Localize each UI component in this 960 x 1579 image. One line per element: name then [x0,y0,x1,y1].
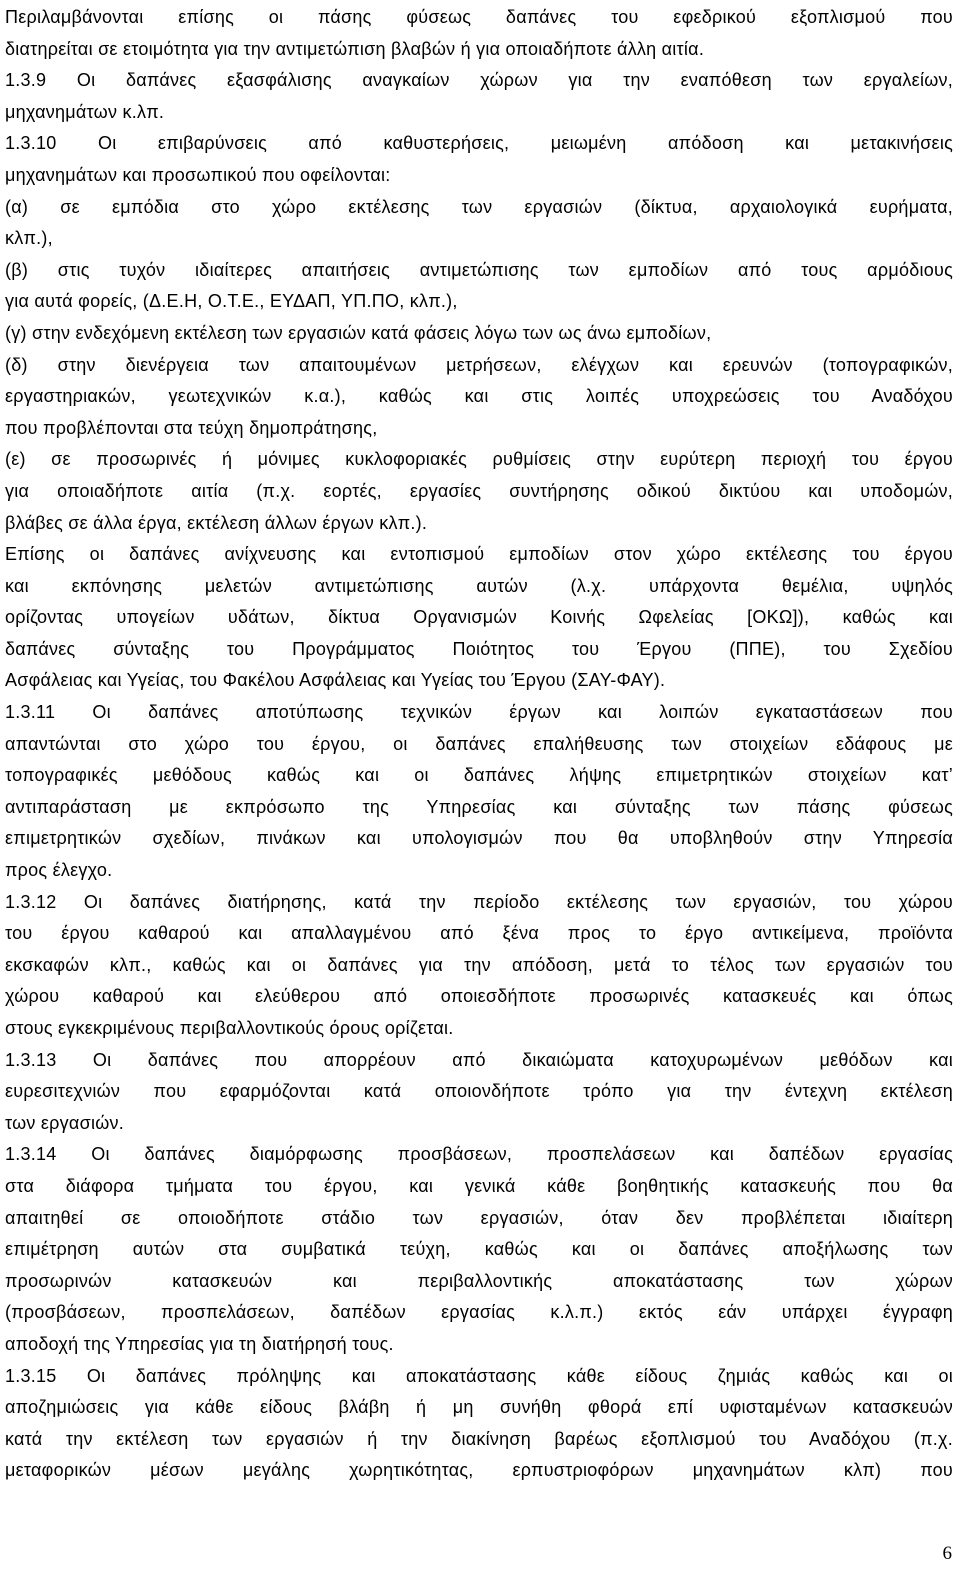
text-line: βλάβες σε άλλα έργα, εκτέλεση άλλων έργων κλπ.). [5,512,428,533]
paragraph [5,1045,953,1140]
paragraph [5,1361,953,1487]
text-line: μεταφορικών μέσων μεγάλης χωρητικότητας, ερπυστριοφόρων μηχανημάτων κλπ) που [5,1460,953,1481]
text-line: 1.3.14 Οι δαπάνες διαμόρφωσης προσβάσεων, προσπελάσεων και δαπέδων εργασίας [5,1144,953,1165]
text-line: και εκπόνησης μελετών αντιμετώπισης αυτών (λ.χ. υπάρχοντα θεμέλια, υψηλός [5,575,953,596]
text-line: τοπογραφικές μεθόδους καθώς και οι δαπάνες λήψης επιμετρητικών στοιχείων κατ’ [5,765,953,786]
text-line: των εργασιών. [5,1112,124,1133]
text-line: ευρεσιτεχνιών που εφαρμόζονται κατά οποιονδήποτε τρόπο για την έντεχνη εκτέλεση [5,1081,953,1102]
text-line: (β) στις τυχόν ιδιαίτερες απαιτήσεις αντιμετώπισης των εμποδίων από τους αρμόδιους [5,259,953,280]
paragraph [5,539,953,697]
text-line: που προβλέπονται στα τεύχη δημοπράτησης, [5,417,378,438]
text-line: μηχανημάτων και προσωπικού που οφείλονται: [5,164,391,185]
text-line: 1.3.9 Οι δαπάνες εξασφάλισης αναγκαίων χώρων για την εναπόθεση των εργαλείων, [5,70,953,91]
text-line: χώρου καθαρού και ελεύθερου από οποιεσδήποτε προσωρινές κατασκευές και όπως [5,986,953,1007]
text-line: επιμέτρηση αυτών στα συμβατικά τεύχη, καθώς και οι δαπάνες αποξήλωσης των [5,1239,953,1260]
text-line: 1.3.15 Οι δαπάνες πρόληψης και αποκατάστασης κάθε είδους ζημιάς καθώς και οι [5,1365,953,1386]
paragraph [5,350,953,445]
text-line: δαπάνες σύνταξης του Προγράμματος Ποιότητος του Έργου (ΠΠΕ), του Σχεδίου [5,638,953,659]
paragraph [5,887,953,1045]
text-line: (δ) στην διενέργεια των απαιτουμένων μετρήσεων, ελέγχων και ερευνών (τοπογραφικών, [5,354,953,375]
text-line: κατά την εκτέλεση των εργασιών ή την διακίνηση βαρέως εξοπλισμού του Αναδόχου (π.χ. [5,1428,953,1449]
text-line: ορίζοντας υπογείων υδάτων, δίκτυα Οργανισμών Κοινής Ωφελείας [ΟΚΩ]), καθώς και [5,607,953,628]
text-line: διατηρείται σε ετοιμότητα για την αντιμετώπιση βλαβών ή για οποιαδήποτε άλλη αιτία. [5,38,705,59]
text-line: για οποιαδήποτε αιτία (π.χ. εορτές, εργασίες συντήρησης οδικού δικτύου και υποδομών, [5,480,953,501]
paragraph [5,2,953,65]
text-line: (γ) στην ενδεχόμενη εκτέλεση των εργασιών κατά φάσεις λόγω των ως άνω εμποδίων, [5,322,712,343]
text-line: (ε) σε προσωρινές ή μόνιμες κυκλοφοριακές ρυθμίσεις στην ευρύτερη περιοχή του έργου [5,449,953,470]
text-line: αντιπαράσταση με εκπρόσωπο της Υπηρεσίας και σύνταξης των πάσης φύσεως [5,796,953,817]
text-line: προσωρινών κατασκευών και περιβαλλοντικής αποκατάστασης των χώρων [5,1270,953,1291]
text-line: Ασφάλειας και Υγείας, του Φακέλου Ασφάλειας και Υγείας του Έργου (ΣΑΥ-ΦΑΥ). [5,670,666,691]
paragraph [5,444,953,539]
text-line: προς έλεγχο. [5,860,113,881]
text-line: 1.3.11 Οι δαπάνες αποτύπωσης τεχνικών έργων και λοιπών εγκαταστάσεων που [5,702,953,723]
paragraph [5,128,953,191]
text-line: αποδοχή της Υπηρεσίας για τη διατήρησή τους. [5,1333,394,1354]
paragraph [5,697,953,887]
text-line: στα διάφορα τμήματα του έργου, και γενικά κάθε βοηθητικής κατασκευής που θα [5,1175,953,1196]
text-line: Επίσης οι δαπάνες ανίχνευσης και εντοπισμού εμποδίων στον χώρο εκτέλεσης του έργου [5,544,953,565]
text-line: εκσκαφών κλπ., καθώς και οι δαπάνες για την απόδοση, μετά το τέλος των εργασιών του [5,954,953,975]
text-line: αποζημιώσεις για κάθε είδους βλάβη ή μη συνήθη φθορά επί υφισταμένων κατασκευών [5,1397,953,1418]
text-line: 1.3.10 Οι επιβαρύνσεις από καθυστερήσεις, μειωμένη απόδοση και μετακινήσεις [5,133,953,154]
text-line: του έργου καθαρού και απαλλαγμένου από ξένα προς το έργο αντικείμενα, προϊόντα [5,923,953,944]
paragraph [5,1139,953,1360]
paragraph [5,65,953,128]
text-line: εργαστηριακών, γεωτεχνικών κ.α.), καθώς και στις λοιπές υποχρεώσεις του Αναδόχου [5,386,953,407]
text-line: μηχανημάτων κ.λπ. [5,101,165,122]
text-line: απαντώνται στο χώρο του έργου, οι δαπάνες επαλήθευσης των στοιχείων εδάφους με [5,733,953,754]
paragraph [5,255,953,318]
text-line: επιμετρητικών σχεδίων, πινάκων και υπολογισμών που θα υποβληθούν στην Υπηρεσία [5,828,953,849]
text-line: (προσβάσεων, προσπελάσεων, δαπέδων εργασίας κ.λ.π.) εκτός εάν υπάρχει έγγραφη [5,1302,953,1323]
text-line: (α) σε εμπόδια στο χώρο εκτέλεσης των εργασιών (δίκτυα, αρχαιολογικά ευρήματα, [5,196,953,217]
text-line: 1.3.13 Οι δαπάνες που απορρέουν από δικαιώματα κατοχυρωμένων μεθόδων και [5,1049,953,1070]
text-line: κλπ.), [5,228,53,249]
text-line: 1.3.12 Οι δαπάνες διατήρησης, κατά την περίοδο εκτέλεσης των εργασιών, του χώρου [5,891,953,912]
document-page [5,0,953,1487]
page-number: 6 [942,1543,952,1564]
paragraph [5,192,953,255]
text-line: απαιτηθεί σε οποιοδήποτε στάδιο των εργασιών, όταν δεν προβλέπεται ιδιαίτερη [5,1207,953,1228]
text-line: για αυτά φορείς, (Δ.Ε.Η, Ο.Τ.Ε., ΕΥΔΑΠ, ΥΠ.ΠΟ, κλπ.), [5,291,458,312]
text-line: Περιλαμβάνονται επίσης οι πάσης φύσεως δαπάνες του εφεδρικού εξοπλισμού που [5,7,953,27]
paragraph [5,318,953,350]
text-line: στους εγκεκριμένους περιβαλλοντικούς όρους ορίζεται. [5,1018,454,1038]
